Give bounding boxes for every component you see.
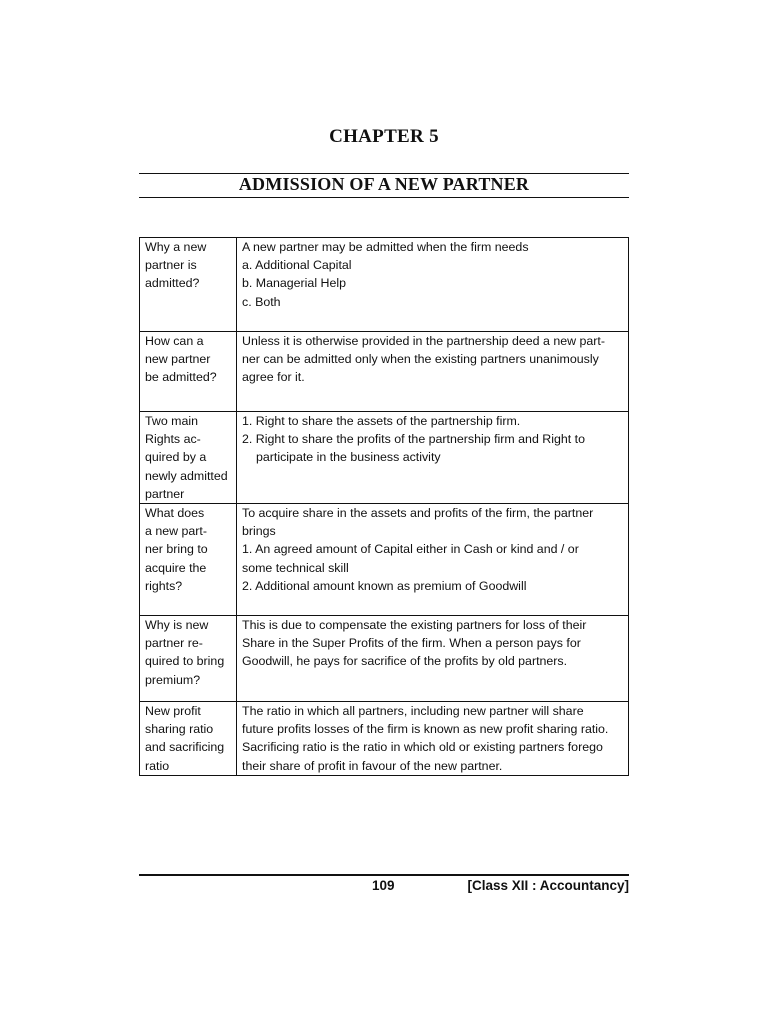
question-line: What does (145, 506, 205, 521)
answer-line: 2. Right to share the profits of the partnership firm and Right to (242, 432, 585, 447)
answer-line: To acquire share in the assets and profits of the firm, the partner (242, 506, 594, 521)
table-row (140, 616, 629, 702)
answer-line: some technical skill (242, 560, 349, 575)
question-cell (140, 332, 237, 412)
answer-cell (237, 504, 629, 616)
answer-cell (237, 332, 629, 412)
answer-line: Goodwill, he pays for sacrifice of the profits by old partners. (242, 654, 568, 669)
answer-line: The ratio in which all partners, including new partner will share (242, 704, 584, 719)
answer-line: c. Both (242, 294, 281, 309)
question-line: acquire the (145, 560, 207, 575)
question-line: newly admitted (145, 468, 228, 483)
question-cell (140, 238, 237, 332)
question-line: Rights ac- (145, 432, 201, 447)
question-line: quired by a (145, 450, 207, 465)
answer-line: their share of profit in favour of the new partner. (242, 758, 503, 773)
answer-line: b. Managerial Help (242, 276, 347, 291)
question-line: and sacrificing (145, 740, 225, 755)
answer-cell (237, 412, 629, 504)
question-line: New profit (145, 704, 201, 719)
answer-line: Sacrificing ratio is the ratio in which old or existing partners forego (242, 740, 603, 755)
question-line: ratio (145, 758, 170, 773)
answer-line: This is due to compensate the existing partners for loss of their (242, 618, 587, 633)
question-line: Why is new (145, 618, 209, 633)
question-cell (140, 702, 237, 776)
footer-rule (139, 874, 629, 876)
question-line: Why a new (145, 240, 207, 254)
table-row (140, 504, 629, 616)
question-line: partner (145, 486, 185, 501)
question-line: quired to bring (145, 654, 225, 669)
question-cell (140, 616, 237, 702)
question-line: admitted? (145, 276, 200, 291)
answer-line: a. Additional Capital (242, 258, 352, 273)
answer-line: participate in the business activity (256, 450, 441, 465)
chapter-title: ADMISSION OF A NEW PARTNER (238, 174, 530, 194)
answer-line: brings (242, 524, 276, 539)
question-line: premium? (145, 672, 201, 687)
table-row (140, 238, 629, 332)
question-line: Two main (145, 414, 199, 428)
answer-line: Unless it is otherwise provided in the partnership deed a new part- (242, 334, 605, 348)
answer-line: future profits losses of the firm is known as new profit sharing ratio. (242, 722, 609, 737)
page-number: 109 (372, 878, 395, 893)
answer-line: 1. Right to share the assets of the partnership firm. (242, 414, 521, 428)
table-row (140, 412, 629, 504)
answer-line: 1. An agreed amount of Capital either in Cash or kind and / or (242, 542, 579, 557)
question-cell (140, 504, 237, 616)
answer-cell (237, 238, 629, 332)
title-rule-bottom (139, 197, 629, 198)
answer-line: A new partner may be admitted when the firm needs (242, 240, 529, 254)
question-line: a new part- (145, 524, 207, 539)
answer-cell (237, 702, 629, 776)
chapter-heading: CHAPTER 5 (329, 126, 439, 147)
question-line: How can a (145, 334, 204, 348)
footer-book-label: [Class XII : Accountancy] (467, 878, 629, 893)
question-line: be admitted? (145, 370, 217, 385)
question-cell (140, 412, 237, 504)
question-line: partner re- (145, 636, 203, 651)
answer-line: ner can be admitted only when the existing partners unanimously (242, 352, 599, 367)
question-line: new partner (145, 352, 211, 367)
table-row (140, 332, 629, 412)
question-line: sharing ratio (145, 722, 214, 737)
answer-line: Share in the Super Profits of the firm. When a person pays for (242, 636, 581, 651)
answer-line: agree for it. (242, 370, 305, 385)
qa-table (139, 237, 629, 776)
table-row (140, 702, 629, 776)
question-line: rights? (145, 578, 183, 593)
answer-line: 2. Additional amount known as premium of Goodwill (242, 578, 527, 593)
question-line: ner bring to (145, 542, 208, 557)
question-line: partner is (145, 258, 197, 273)
answer-cell (237, 616, 629, 702)
